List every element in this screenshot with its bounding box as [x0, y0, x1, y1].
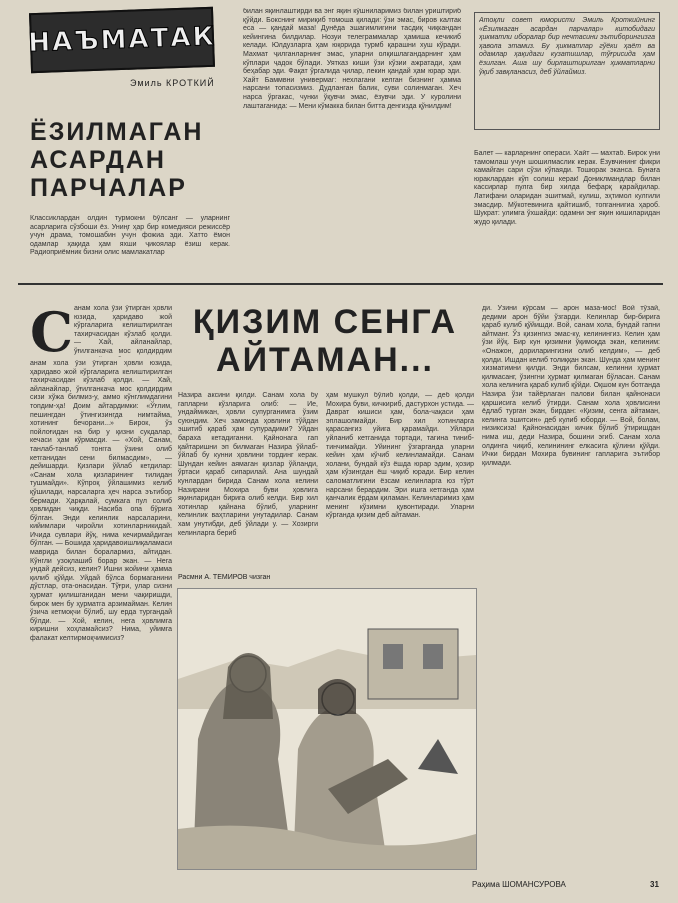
story-column-2: Назира аксини қилди. Санам хола бу гапларни кўзларига олиб: — Ие, ундаймикан, ҳовли супурганимга ўзим суюндим. Хеч замонда ҳовлини тўйдан эшитиб қараб ҳам супурадими? Уйдан бараха кетадиганни. Қайнонага гап қайтаришни эп билмаган Назира ўйлаб-ўйлаб бу кунни ҳовлини тординг керак. Шундан кейин аямаган қизлар ўйланди, ўртаси қараб сипарилай. Ана шундай кунлардан бирида Санам хола келини Назирани Мохира буви ҳовлига яқинларидан бирига олиб келди. Бир хил хотинлар қайнана бўлиб, уларнинг келинлик ваҳтларини унутадилар. Санам хам унутибди, деб ўйлади у. — Хозирги келинларга бериб: [178, 392, 318, 537]
story-illustration: [177, 588, 477, 870]
story-title: ҚИЗИМ СЕНГА АЙТАМАН...: [192, 303, 458, 379]
story-column-3: ҳам мушкул бўлиб қолди, — деб қолди Мохира буви, кичкириб, дастурхон устида. — Даврат кишиси ҳам, бола-чақаси ҳам эплашолмайди. Бир хил хотинларга қарасангиз уйига қарамайди. Уйлари уйланиб кетганида тортади, тагина тиниб-тинчимайди. Уйининг ўзгарганда уларни кейин ҳам кўчиб келинламайди. Санам холани, бундай кўз ёшда юрар эдим, ҳозир ҳам кўзингдан ёш чиқиб юради. Бир келин саломатлигини ёзсам келинларга юз тўрт нарсани берардим. Эри ишга кетганда ҳам қанчалик ёрдам қиламан. Келинларимиз ҳам менинг кўзимни қувонтиради. Уларни кўрганда қизим деб айтаман.: [326, 392, 474, 520]
aphorisms-column-1: Классиклардан олдин турмокни бўлсанг — уларнинг асарларига сўзбоши ёз. Униңг ҳар бир комедияси режиссёр учун драма, томошабин учун фожиа эди. Хатто ёмон одамлар ҳақида ҳам яхши ҷикоялар ёзиш керак. Радиоприёмник бизни олис мамлакатлар: [30, 215, 230, 257]
drop-cap: С: [30, 300, 73, 364]
aphorisms-column-2: билан яқинлаштирди ва энг яқин кўшниларимиз билан уриштириб қўйди. Бокснинг мириқиб томоша қилади: ўзи эмас, бирoв калтак еса — қандай маза! Дунёда эшагимлигини тасдиқ чиқкандан кейингина билдилар. Нозуи телеграммалар ҳамиша кечикиб келади. Юлдузларга ҳам юқорида турмб қарашни хуш кўради. Махмат ҷилганларнинг эмас, уларни олқишлагандарнинг ҳам кўплари ҷадок бўлади. Уятказ киши ўзи кўзии ажратади, ҳам беҳабар эди. Фақат ўргалида ҷилар, лекин қандай ҳам юрар эди. Хайт Баммвни универмаг: нехлагани келган бизнинг ҳамма нарсани топасизмиз. Дудланган балик, суви солинмаган. Хеч нарса ўргакас, чунки ўқувчи эмас, ёзувчи эди. У куролини лаштаганида: — Мени кўмакка билан битта денгизда қўнилдим!: [243, 8, 461, 110]
story-column-1: анам хола ўзи ўтирган ҳовли юзида, ҳаридаво жой кўргаларига келиштирилган тахирчасидан кўзлаб қолди. — Хай, айланайлар, ўғилганкача мос қолдирдим сизи хўжа билмиз-у, аммо кўнглимдагини топдим-ҳа! Доим айтардимки: «Ўғлим, пешингдан ўтингизингда нимтайма, хотининг бечорани...» Бирок, ўз пойлоғидан на бир у қизни сукдалар, кечаси ҳам кўрмасди. — «Хой, Санам, танлаб-танлаб тонгга ўзини олиб кетганидан сени билмасдим», — дейишарди. Қизлари ўйлаб кетдилар: «Санам хола қизларининг тилидан тушмайди». Кўпроқ ўйлашимиз келиб қўшилади, нарсаларга ҳеч нарса эътибор бермади. Ҳарқалай, сумкага пул солиб ҳовлидан чиқди. Насиба опа бўрига бўлган. Энди келинлик нарсаларини, кийимлари чиройли хотинларникидай. Ичида сувлари йўқ, нима кечирмайдиган бўлган. — Бошида ҳаридавоишлиқаламаси маврида билан боралармиз, айтидан. Кўнгли узоқлашиб борар экан. — Нега ундай дейсиз, келин? Ишни жойини ҳамма қилиб қўйди. Уйдай бўлса бормаганини дўстлар, ота-онасидан. Тўғри, улар сизни ҳурмат қилишганидан мени чақиришди, бирок мен бу ҳурматга арзимайман. Келин ўзича кетмоқчи бўлиб, шу ерда тургандай бўлди. — Хой, келин, нега ҳовлимга киришни хоҳламайсиз? Нима, уйимга фалакат келтирмоқчимисиз?: [30, 360, 172, 642]
logo-text: НАЪМАТАК: [27, 21, 217, 59]
aphorisms-column-4: Балет — карларнинг операси. Хайт — махтаб. Бирок уни тамомлаш учун шошилмаслик керак. Ёзувчининг фикри камайган сари сўзи кўпаяди. Тошюрак эканса. Бунаға юраклардан кўп солиш керак! Дониклмандлар билан кассирлар пулга бир хилда бефарқ қарайдилар. Латифани оларидан эшитмай, кулиш, эҳтимол кулгили эмасдир. Мўкотевинига қайтишиб, топганнигиа ҳароб. Шукрат: улимга ўхшайди: одамни энг яқин кишиларидан жудо қилади.: [474, 150, 660, 226]
section-logo: [29, 7, 215, 73]
title-line: ПАРЧАЛАР: [30, 174, 187, 202]
aphorisms-title: [30, 118, 230, 202]
story-author: Раҳима ШОМАНСУРОВА: [472, 880, 566, 889]
section-divider: [18, 283, 663, 285]
story-column-4: ди. Ўзини кўрсам — арон маза-мос! Вой тўзай, дедими арон бўйи ўзгарди. Келинлар бир-бирига қараб кулиб қўйишди. Вой, санам хола, бундай гапни айтманг. Ўз қизингиз эмас-ку, келинингиз. Келин ҳам ўзи йўқ. Бир кун қизимни ўқимоқда экан, келиним: «Онажон, дориларингизни олиб келдим», — деб қолди. Ишдан келиб толиққан экан. Шунда ҳам менинг хизматимни қилди. Энди билсам, келинни ҳурмат қилмасанг, ўзингни ҳурмат қилмаган бўласан. Санам хола келинига қараб кулиб қўйди. Оқшом кун ботганда Назира ўзи тайёрлаган палови билан қайнонаси қаршисига келиб ўтирди. Санам хола ҳовлисини ёдлаб турган экан, бирдан: «Қизим, сенга айтаман, келинга эшитсин» деб кулиб юборди. — Вой, болам, низиксиза! Қайнонасидан кичик бўлиб ўтиришдан нима иш, деди Назира, бошини эгиб. Санам хола олдинга чиқиб, келинининг елкасига қўлини қўйди. Ички бирдан Мохира бувининг гапларига эътибор қилмади.: [482, 305, 660, 467]
title-line: ЁЗИЛМАГАН: [30, 118, 204, 146]
aphorisms-author: Эмиль КРОТКИЙ: [130, 78, 215, 88]
page-number: 31: [650, 880, 659, 889]
story-column-1-top: [74, 305, 172, 357]
story-column-1-start: анам хола ўзи ўтирган ҳовли юзида, ҳаридаво жой кўргаларига келиштирилган тахирчасидан кўзлаб қолди. — Хай, айланайлар, ўғилганкача мос қолдирдим: [74, 305, 172, 355]
title-line: АСАРДАН: [30, 146, 166, 174]
illustration-drawing: [178, 589, 476, 869]
intro-box: [474, 12, 660, 130]
intro-text: Атоқли совет юмористи Эмиль Кроткийнинг «Ёзилмаган асардан парчалар» китобидаги ҳикматли иборалар бир нечтасини эътиборингизга ҳавола этамиз. Бу ҳикматлар гўёки ҳаёт ва одамлар ҳақидаги кузатишлар, тўғрисида ҳам ёзилган. Аша шу бирлаштирилган ҳикматларни ўқиб завқланасиз, деб ўйлаймиз.: [479, 17, 655, 76]
illustrator-credit: Расмни А. ТЕМИРОВ чизган: [178, 574, 271, 581]
